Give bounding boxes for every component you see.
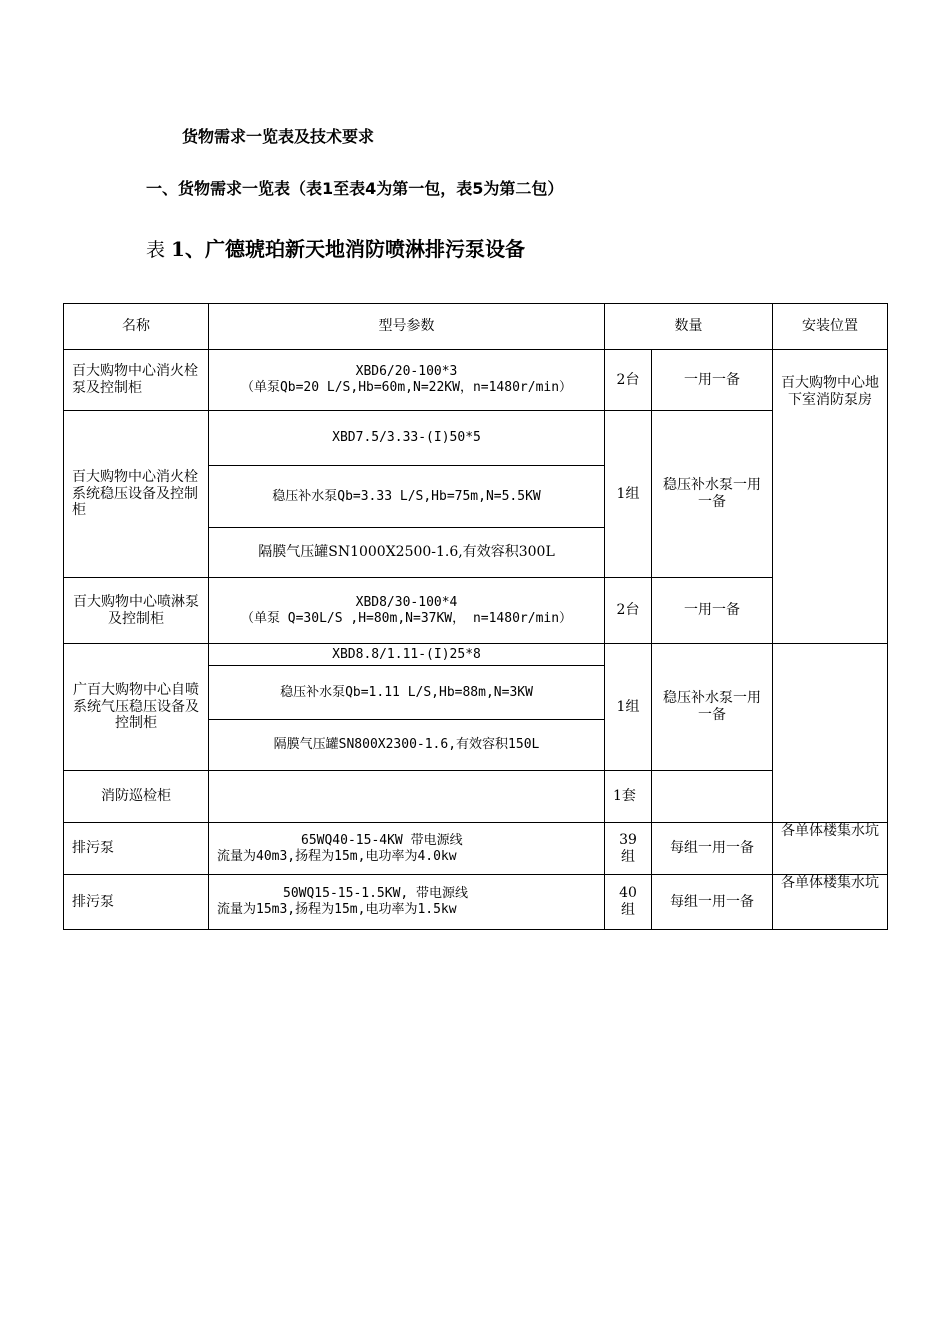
location-cell-empty <box>773 644 888 823</box>
document-title: 货物需求一览表及技术要求 <box>182 127 375 146</box>
model-line: （单泵Qb=20 L/S,Hb=60m,N=22KW，n=1480r/min） <box>240 380 573 395</box>
table-header-row <box>64 304 888 350</box>
model-line: 流量为40m3,扬程为15m,电功率为4.0kw <box>217 848 457 864</box>
equipment-table <box>63 303 888 930</box>
row-note: 每组一用一备 <box>652 875 773 930</box>
row-model: 隔膜气压罐SN800X2300-1.6,有效容积150L <box>209 720 605 771</box>
row-note: 一用一备 <box>652 350 773 411</box>
shared-location-cell: 百大购物中心地下室消防泵房 <box>773 350 888 644</box>
row-name: 排污泵 <box>64 875 209 930</box>
row-model: 稳压补水泵Qb=1.11 L/S,Hb=88m,N=3KW <box>209 666 605 720</box>
table-caption-main: 1、广德琥珀新天地消防喷淋排污泵设备 <box>171 237 525 261</box>
table-row <box>64 578 888 644</box>
model-line: 流量为15m3,扬程为15m,电功率为1.5kw <box>217 902 457 917</box>
row-qty: 2台 <box>605 350 652 411</box>
row-qty: 1套 <box>605 771 652 823</box>
row-model: XBD7.5/3.33-(I)50*5 <box>209 411 605 466</box>
row-qty: 40组 <box>605 875 652 930</box>
row-note: 一用一备 <box>652 578 773 644</box>
row-qty: 1组 <box>605 411 652 578</box>
row-note: 稳压补水泵一用一备 <box>652 644 773 771</box>
table-row <box>64 411 888 466</box>
model-line: 65WQ40-15-4KW 带电源线 <box>301 832 463 848</box>
table-row <box>64 875 888 930</box>
row-model: 稳压补水泵Qb=3.33 L/S,Hb=75m,N=5.5KW <box>209 466 605 528</box>
header-model: 型号参数 <box>209 304 605 350</box>
row-model <box>209 771 605 823</box>
row-location: 各单体楼集水坑 <box>773 823 888 875</box>
row-qty: 39组 <box>605 823 652 875</box>
model-line: 50WQ15-15-1.5KW, 带电源线 <box>283 886 469 902</box>
row-name: 百大购物中心消火栓泵及控制柜 <box>64 350 209 411</box>
table-caption <box>146 233 525 262</box>
header-location: 安装位置 <box>773 304 888 350</box>
model-line: XBD8/30-100*4 <box>355 594 458 610</box>
table-row <box>64 771 888 823</box>
row-model <box>209 578 605 644</box>
row-name: 百大购物中心消火栓系统稳压设备及控制柜 <box>64 411 209 578</box>
table-caption-prefix: 表 <box>146 239 172 261</box>
row-note: 稳压补水泵一用一备 <box>652 411 773 578</box>
row-model: 隔膜气压罐SN1000X2500-1.6,有效容积300L <box>209 528 605 578</box>
row-name: 百大购物中心喷淋泵及控制柜 <box>64 578 209 644</box>
row-name: 消防巡检柜 <box>64 771 209 823</box>
model-line: （单泵 Q=30L/S ,H=80m,N=37KW， n=1480r/min） <box>240 610 573 626</box>
row-model <box>209 350 605 411</box>
row-model: XBD8.8/1.11-(I)25*8 <box>209 644 605 666</box>
row-model <box>209 875 605 930</box>
row-name: 排污泵 <box>64 823 209 875</box>
row-qty: 2台 <box>605 578 652 644</box>
table-row <box>64 350 888 411</box>
row-note: 每组一用一备 <box>652 823 773 875</box>
table-row <box>64 644 888 666</box>
header-name: 名称 <box>64 304 209 350</box>
row-model <box>209 823 605 875</box>
section-heading: 一、货物需求一览表（表1至表4为第一包，表5为第二包） <box>146 179 564 198</box>
table-row <box>64 823 888 875</box>
model-line: XBD6/20-100*3 <box>355 364 458 380</box>
row-note <box>652 771 773 823</box>
header-qty: 数量 <box>605 304 773 350</box>
row-location: 各单体楼集水坑 <box>773 875 888 930</box>
row-qty: 1组 <box>605 644 652 771</box>
row-name: 广百大购物中心自喷系统气压稳压设备及控制柜 <box>64 644 209 771</box>
